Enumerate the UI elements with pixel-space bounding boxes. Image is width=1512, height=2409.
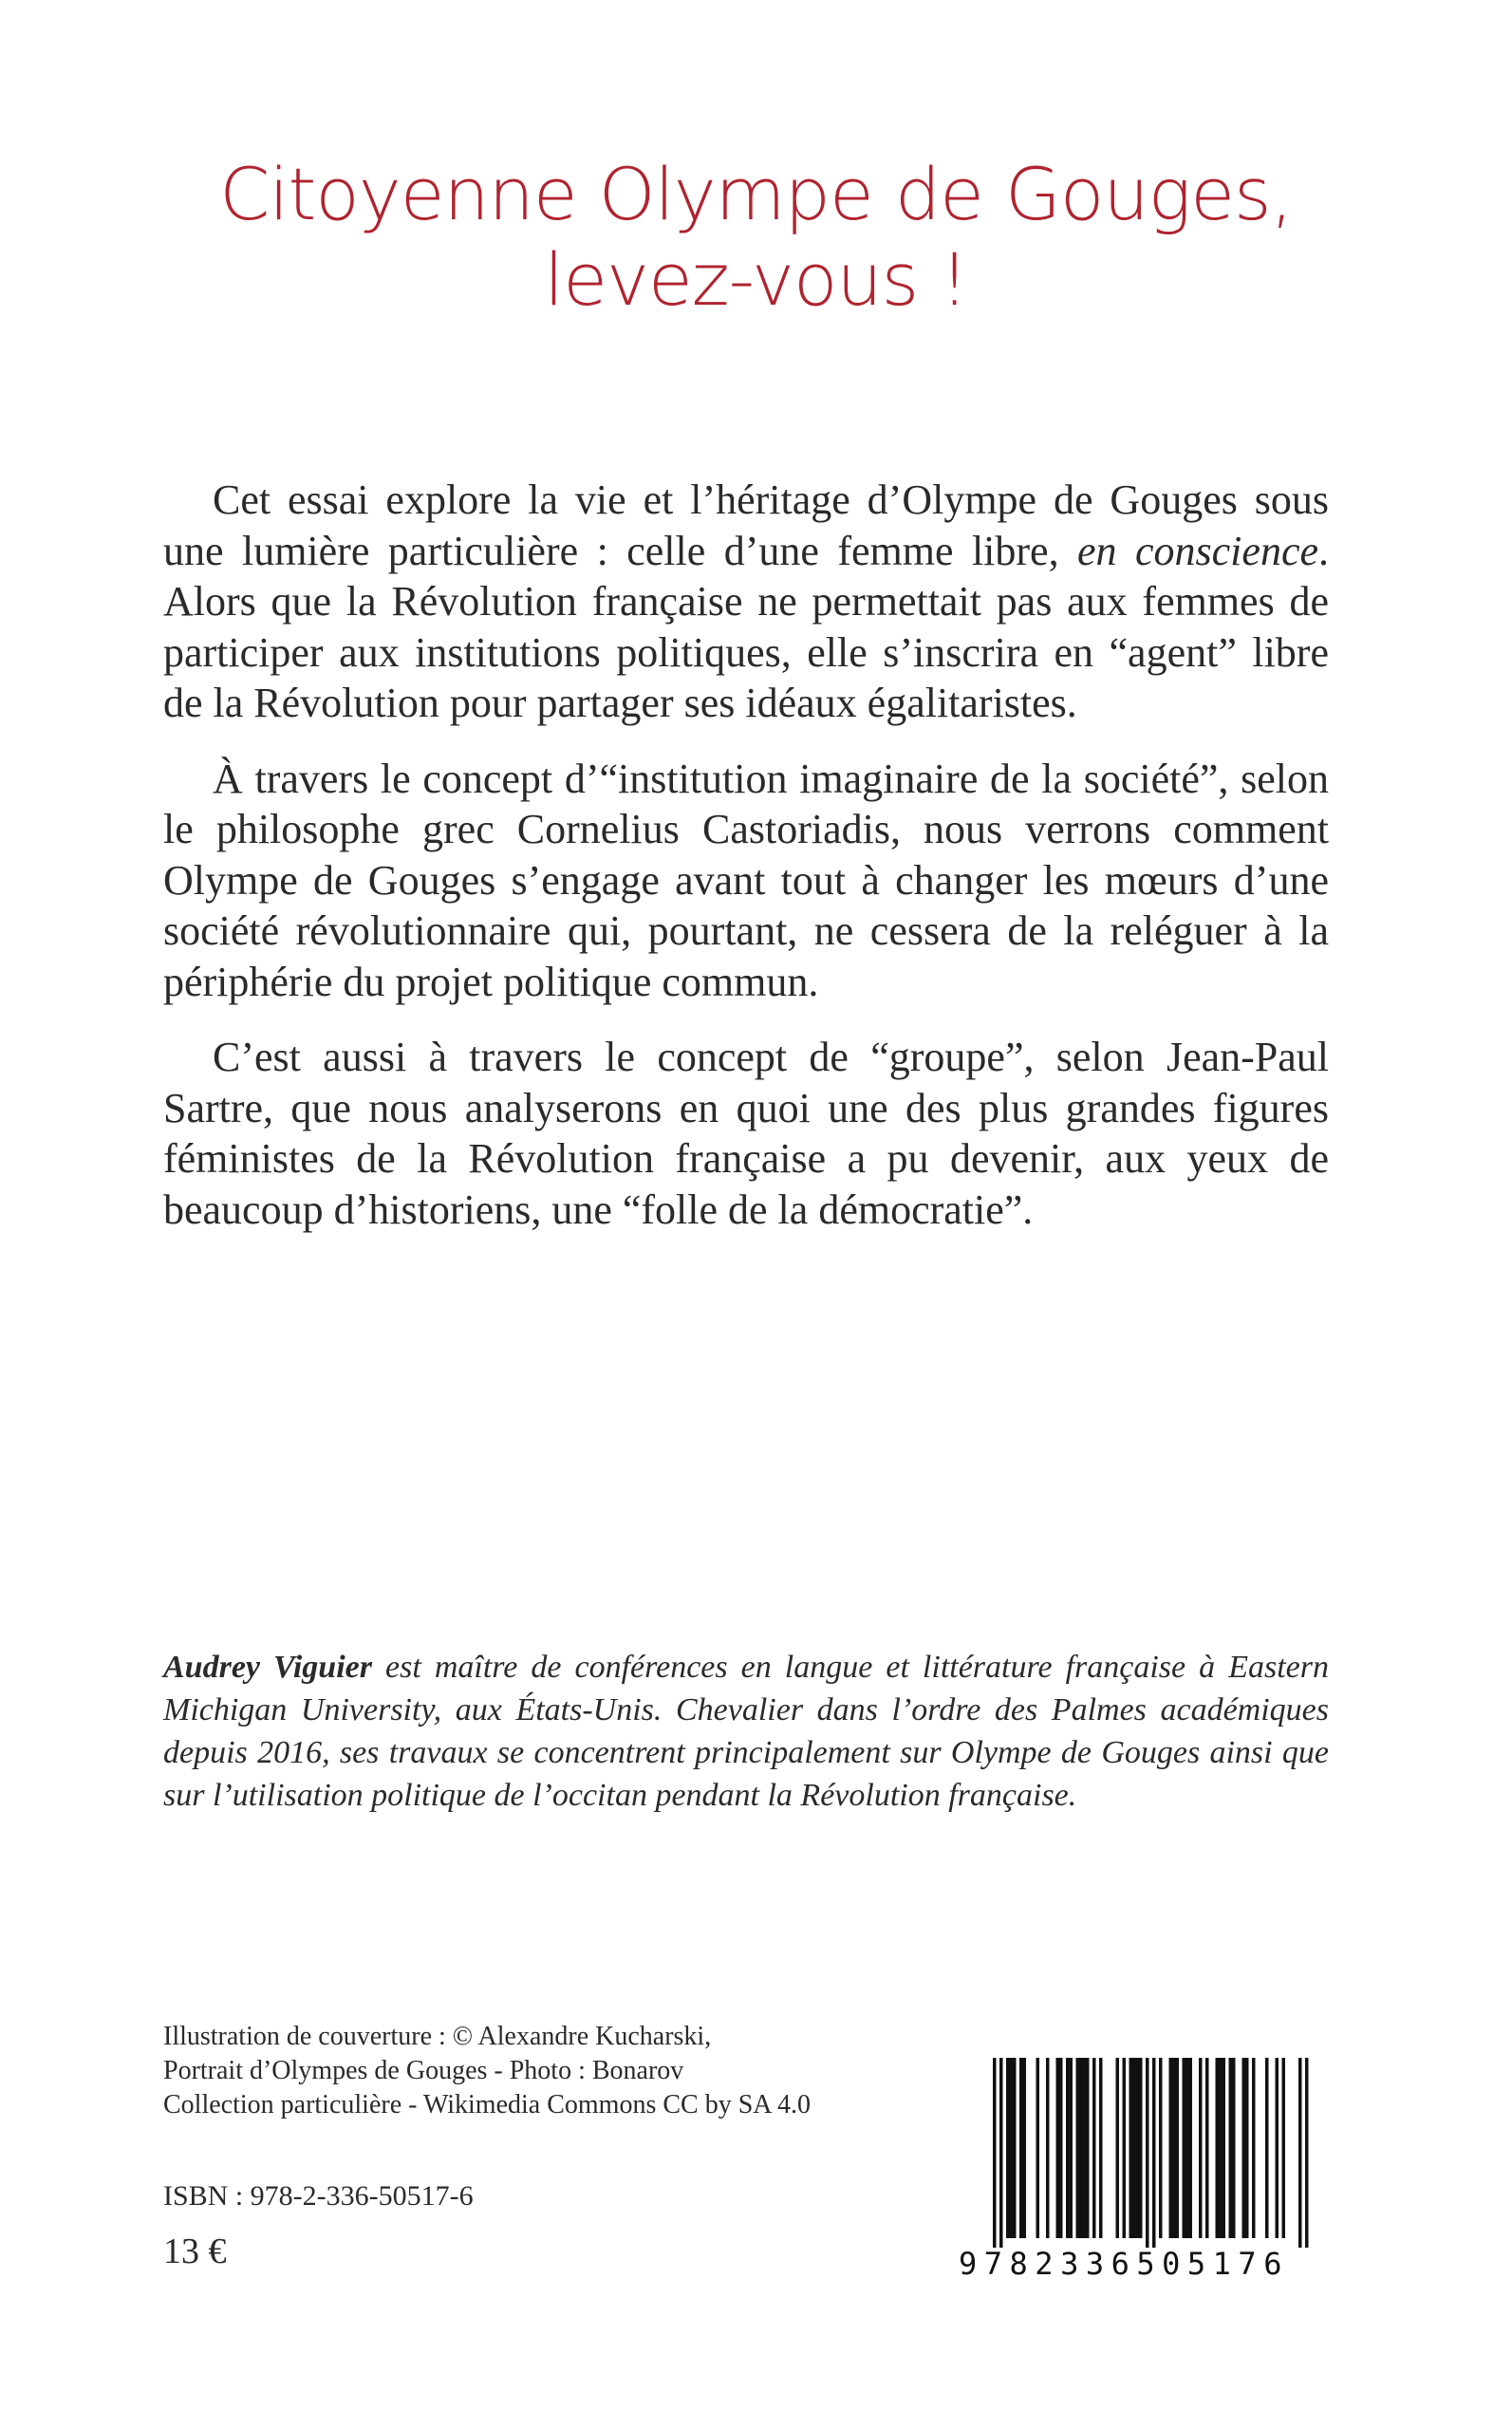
summary-p1-emphasis: en conscience bbox=[1077, 527, 1318, 574]
author-name: Audrey Viguier bbox=[163, 1650, 372, 1685]
barcode-bar bbox=[1076, 2058, 1080, 2238]
credits-line-3: Collection particulière - Wikimedia Commons CC by SA 4.0 bbox=[163, 2090, 811, 2120]
barcode bbox=[959, 2050, 1338, 2288]
barcode-bar bbox=[1229, 2058, 1233, 2238]
barcode-bar bbox=[1046, 2058, 1050, 2238]
summary-paragraph-2: À travers le concept d’“institution imaginaire de la société”, selon le philosophe grec Cornelius Castoriadis, nous verrons comment Olympe de Gouges s’engage avant tout à changer les mœurs d’une société révolutionnaire qui, pourtant, ne cessera de la reléguer à la périphérie du projet politique commun. bbox=[163, 755, 1329, 1005]
barcode-bar bbox=[993, 2058, 997, 2248]
barcode-bar bbox=[1216, 2058, 1220, 2238]
barcode-bar bbox=[1185, 2058, 1189, 2238]
isbn-number: ISBN : 978-2-336-50517-6 bbox=[163, 2180, 474, 2212]
summary-text bbox=[163, 475, 1329, 1260]
book-title bbox=[95, 152, 1417, 323]
barcode-bar bbox=[1265, 2058, 1269, 2238]
barcode-bar bbox=[1169, 2058, 1173, 2238]
summary-paragraph-3: C’est aussi à travers le concept de “groupe”, selon Jean-Paul Sartre, que nous analyserons en quoi une des plus grandes figures féministes de la Révolution française a pu devenir, aux yeux de beaucoup d’historiens, une “folle de la démocratie”. bbox=[163, 1034, 1329, 1233]
barcode-bar bbox=[1079, 2058, 1083, 2238]
barcode-bar bbox=[1176, 2058, 1180, 2238]
barcode-bars bbox=[959, 2050, 1338, 2250]
barcode-bar bbox=[1183, 2058, 1186, 2238]
barcode-bar bbox=[1159, 2058, 1163, 2238]
summary-p1-start: Cet essai explore la vie et l’héritage d’Olympe de Gouges sous une lumière particulière : celle d’une femme libre, bbox=[163, 476, 1329, 574]
barcode-bar bbox=[1099, 2058, 1103, 2238]
barcode-bar bbox=[1245, 2058, 1249, 2238]
barcode-bar bbox=[1006, 2058, 1010, 2238]
barcode-bar bbox=[1132, 2058, 1136, 2238]
barcode-bar bbox=[1010, 2058, 1014, 2238]
barcode-bar bbox=[1139, 2058, 1143, 2238]
barcode-bar bbox=[1199, 2058, 1203, 2238]
barcode-bar bbox=[1189, 2058, 1193, 2238]
barcode-bar bbox=[1083, 2058, 1087, 2238]
barcode-bar bbox=[1036, 2058, 1040, 2238]
barcode-bar bbox=[1092, 2058, 1096, 2238]
barcode-bar bbox=[1172, 2058, 1176, 2238]
barcode-bar bbox=[1219, 2058, 1223, 2238]
barcode-bar bbox=[1282, 2058, 1286, 2238]
barcode-bar bbox=[999, 2058, 1003, 2248]
barcode-bar bbox=[1205, 2058, 1209, 2238]
barcode-bar bbox=[1136, 2058, 1140, 2238]
barcode-bar bbox=[1086, 2058, 1090, 2238]
book-price: 13 € bbox=[163, 2232, 227, 2271]
barcode-bar bbox=[1129, 2058, 1133, 2238]
credits-line-1: Illustration de couverture : © Alexandre Kucharski, bbox=[163, 2022, 712, 2051]
barcode-bar bbox=[1123, 2058, 1127, 2238]
summary-p1-end: . Alors que la Révolution française ne permettait pas aux femmes de participer aux institutions politiques, elle s’inscrira en “agent” libre de la Révolution pour partager ses idéaux égalitaristes. bbox=[163, 527, 1329, 726]
author-bio bbox=[163, 1646, 1329, 1817]
barcode-bar bbox=[1223, 2058, 1226, 2238]
barcode-bar bbox=[1116, 2058, 1120, 2238]
barcode-bar bbox=[1152, 2058, 1156, 2248]
barcode-bar bbox=[1298, 2058, 1302, 2248]
barcode-bar bbox=[1023, 2058, 1027, 2238]
barcode-bar bbox=[1305, 2058, 1309, 2248]
barcode-bar bbox=[1056, 2058, 1060, 2238]
barcode-bar bbox=[1242, 2058, 1246, 2238]
summary-paragraph-1 bbox=[163, 475, 1329, 729]
barcode-bar bbox=[1146, 2058, 1149, 2248]
barcode-bar bbox=[1070, 2058, 1073, 2238]
cover-credits bbox=[163, 2020, 885, 2122]
barcode-bar bbox=[1252, 2058, 1256, 2238]
title-line-1: Citoyenne Olympe de Gouges, bbox=[219, 152, 1293, 236]
title-line-2: levez-vous ! bbox=[544, 237, 968, 322]
barcode-bar bbox=[1232, 2058, 1236, 2238]
barcode-bar bbox=[1276, 2058, 1279, 2238]
barcode-bar bbox=[1019, 2058, 1023, 2238]
barcode-digits: 9782336505176 bbox=[959, 2246, 1289, 2282]
author-bio-text: est maître de conférences en langue et littérature française à Eastern Michigan University, aux États-Unis. Chevalier dans l’ordre des Palmes académiques depuis 2016, ses travaux se concentrent principalement sur Olympe de Gouges ainsi que sur l’utilisation politique de l’occitan pendant la Révolution française. bbox=[163, 1650, 1329, 1813]
barcode-bar bbox=[1059, 2058, 1063, 2238]
barcode-bar bbox=[1013, 2058, 1017, 2238]
barcode-bar bbox=[1066, 2058, 1070, 2238]
credits-line-2: Portrait d’Olympes de Gouges - Photo : Bonarov bbox=[163, 2056, 684, 2085]
